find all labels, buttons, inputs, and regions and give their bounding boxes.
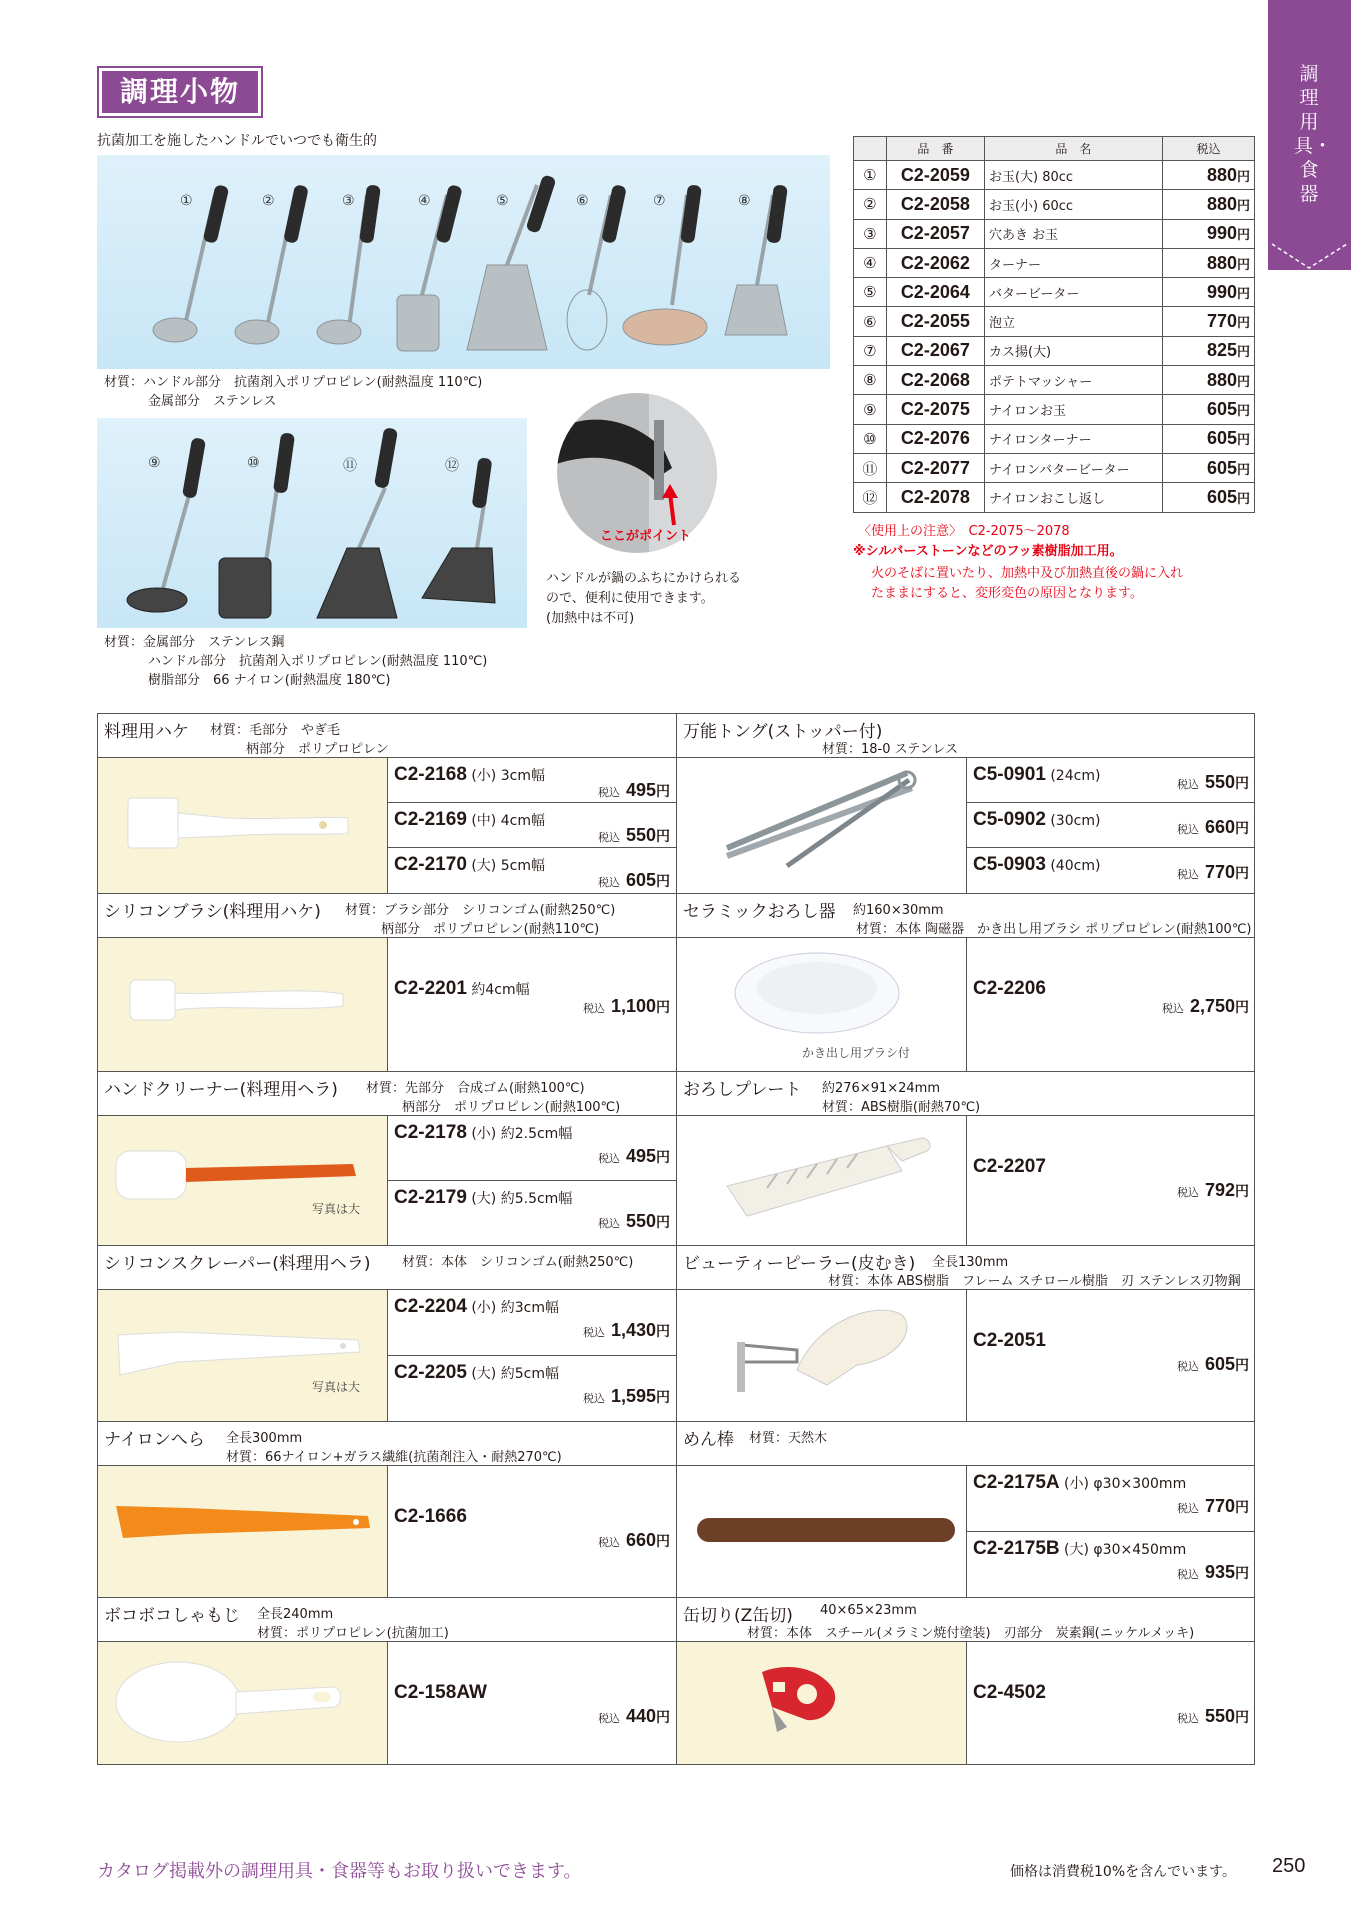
product-size: 全長130mm bbox=[932, 1255, 1009, 1270]
product-code: C2-2179 (大) 約5.5cm幅 bbox=[394, 1187, 573, 1208]
row-name: バタービーター bbox=[984, 278, 1162, 307]
option-row bbox=[967, 848, 1255, 893]
product-name: ビューティーピーラー(皮むき) bbox=[683, 1254, 916, 1274]
product-code: C2-1666 bbox=[394, 1506, 467, 1527]
product-header bbox=[98, 1598, 676, 1642]
product-header bbox=[98, 894, 676, 938]
row-code: C2-2064 bbox=[886, 278, 984, 307]
product-photo bbox=[677, 1290, 967, 1421]
caution-line4: たままにすると、変形変色の原因となります。 bbox=[871, 586, 1143, 601]
price-table-row bbox=[854, 190, 1255, 219]
product-photo bbox=[677, 1642, 967, 1764]
page-subtitle: 抗菌加工を施したハンドルでいつでも衛生的 bbox=[97, 133, 377, 149]
product-photo bbox=[98, 938, 388, 1071]
product-photo bbox=[98, 1466, 388, 1597]
row-price: 605円 bbox=[1162, 424, 1254, 453]
option-row bbox=[967, 1642, 1255, 1763]
row-price: 605円 bbox=[1162, 453, 1254, 482]
product-nylon-spatula bbox=[98, 1422, 677, 1598]
product-price: 税込 605円 bbox=[1176, 1354, 1249, 1374]
row-code: C2-2058 bbox=[886, 190, 984, 219]
material-note-2-line1: 材質：金属部分 ステンレス鋼 bbox=[104, 635, 285, 650]
row-number: ⑪ bbox=[854, 453, 887, 482]
product-name: 万能トング(ストッパー付) bbox=[683, 722, 883, 742]
item-number-11: ⑪ bbox=[343, 458, 357, 474]
utensils-illustration-2 bbox=[97, 418, 527, 628]
product-code: C2-2175A (小) φ30×300mm bbox=[973, 1472, 1187, 1493]
product-name: セラミックおろし器 bbox=[683, 902, 836, 922]
product-code: C2-158AW bbox=[394, 1682, 487, 1703]
row-code: C2-2075 bbox=[886, 395, 984, 424]
product-price: 税込 1,100円 bbox=[582, 996, 670, 1016]
product-material-2: 柄部分 ポリプロピレン(耐熱110℃) bbox=[381, 922, 600, 937]
row-code: C2-2055 bbox=[886, 307, 984, 336]
product-photo bbox=[677, 1116, 967, 1245]
product-price: 税込 495円 bbox=[597, 780, 670, 800]
item-number-6: ⑥ bbox=[576, 193, 589, 209]
row-price: 605円 bbox=[1162, 483, 1254, 512]
option-row bbox=[388, 938, 676, 1071]
row-code: C2-2068 bbox=[886, 366, 984, 395]
product-name: シリコンスクレーパー(料理用ヘラ) bbox=[104, 1254, 371, 1274]
product-photo bbox=[677, 938, 967, 1071]
product-header bbox=[677, 1246, 1255, 1290]
product-code: C5-0902 (30cm) bbox=[973, 809, 1101, 830]
product-size: 約276×91×24mm bbox=[822, 1081, 941, 1096]
product-material-1: 材質：18-0 ステンレス bbox=[822, 742, 959, 757]
product-size: 40×65×23mm bbox=[820, 1603, 917, 1618]
option-row bbox=[967, 938, 1255, 1071]
price-table-row bbox=[854, 336, 1255, 365]
row-price: 990円 bbox=[1162, 278, 1254, 307]
product-photo bbox=[677, 1466, 967, 1597]
option-row bbox=[967, 1290, 1255, 1421]
header-name: 品 名 bbox=[984, 137, 1162, 161]
material-note-1-line1: 材質：ハンドル部分 抗菌剤入ポリプロピレン(耐熱温度 110℃) bbox=[104, 375, 483, 390]
product-code: C2-2168 (小) 3cm幅 bbox=[394, 764, 545, 785]
product-name: ハンドクリーナー(料理用ヘラ) bbox=[104, 1080, 338, 1100]
item-number-4: ④ bbox=[418, 193, 431, 209]
row-number: ⑥ bbox=[854, 307, 887, 336]
row-name: 穴あき お玉 bbox=[984, 219, 1162, 248]
product-tong bbox=[677, 714, 1255, 894]
price-table-row bbox=[854, 453, 1255, 482]
row-code: C2-2067 bbox=[886, 336, 984, 365]
product-grater-plate bbox=[677, 1072, 1255, 1246]
item-number-5: ⑤ bbox=[496, 193, 509, 209]
product-code: C2-2175B (大) φ30×450mm bbox=[973, 1538, 1187, 1559]
product-ceramic-grater bbox=[677, 894, 1255, 1072]
product-price: 税込 770円 bbox=[1176, 1496, 1249, 1516]
option-row bbox=[388, 1290, 676, 1356]
scraper-illustration bbox=[98, 1290, 388, 1421]
row-name: ナイロンターナー bbox=[984, 424, 1162, 453]
row-number: ③ bbox=[854, 219, 887, 248]
product-name: おろしプレート bbox=[683, 1080, 802, 1100]
header-blank bbox=[854, 137, 887, 161]
product-size: 全長300mm bbox=[226, 1431, 303, 1446]
item-number-9: ⑨ bbox=[148, 455, 161, 471]
row-code: C2-2076 bbox=[886, 424, 984, 453]
product-hake bbox=[98, 714, 677, 894]
product-header bbox=[677, 1422, 1255, 1466]
row-number: ⑨ bbox=[854, 395, 887, 424]
caution-title: 〈使用上の注意〉 C2-2075～2078 bbox=[858, 524, 1070, 539]
rice-paddle-illustration bbox=[98, 1642, 388, 1763]
product-code: C2-2207 bbox=[973, 1156, 1046, 1177]
product-note: かき出し用ブラシ付 bbox=[802, 1046, 911, 1060]
row-price: 880円 bbox=[1162, 366, 1254, 395]
product-hand-cleaner bbox=[98, 1072, 677, 1246]
product-material-1: 材質：66ナイロン+ガラス繊維(抗菌剤注入・耐熱270℃) bbox=[226, 1450, 562, 1465]
product-price: 税込 792円 bbox=[1176, 1180, 1249, 1200]
product-material-1: 材質：毛部分 やぎ毛 bbox=[210, 723, 341, 738]
price-table-row bbox=[854, 366, 1255, 395]
item-number-7: ⑦ bbox=[653, 193, 666, 209]
product-rice-paddle bbox=[98, 1598, 677, 1764]
grater-plate-illustration bbox=[677, 1116, 967, 1245]
product-price: 税込 550円 bbox=[597, 825, 670, 845]
utensils-illustration-1 bbox=[97, 155, 830, 369]
row-price: 880円 bbox=[1162, 161, 1254, 190]
product-code: C2-2051 bbox=[973, 1330, 1046, 1351]
option-row bbox=[388, 1642, 676, 1763]
option-row bbox=[388, 1356, 676, 1421]
row-price: 770円 bbox=[1162, 307, 1254, 336]
product-name: シリコンブラシ(料理用ハケ) bbox=[104, 902, 321, 922]
product-name: ナイロンへら bbox=[104, 1430, 205, 1450]
product-name: 料理用ハケ bbox=[104, 722, 189, 742]
row-number: ⑧ bbox=[854, 366, 887, 395]
product-photo bbox=[98, 1116, 388, 1245]
utensils-photo-1 bbox=[97, 155, 830, 369]
silicone-brush-illustration bbox=[98, 938, 388, 1071]
option-row bbox=[388, 758, 676, 803]
footer-note: カタログ掲載外の調理用具・食器等もお取り扱いできます。 bbox=[97, 1861, 582, 1882]
material-note-1-line2: 金属部分 ステンレス bbox=[148, 394, 277, 409]
price-table-row bbox=[854, 278, 1255, 307]
header-price: 税込 bbox=[1162, 137, 1254, 161]
material-note-2-line3: 樹脂部分 66 ナイロン(耐熱温度 180℃) bbox=[148, 673, 391, 688]
row-price: 880円 bbox=[1162, 190, 1254, 219]
row-number: ① bbox=[854, 161, 887, 190]
row-code: C2-2078 bbox=[886, 483, 984, 512]
product-price: 税込 550円 bbox=[1176, 1706, 1249, 1726]
product-silicone-brush bbox=[98, 894, 677, 1072]
item-number-2: ② bbox=[262, 193, 275, 209]
point-desc-line1: ハンドルが鍋のふちにかけられる bbox=[546, 571, 742, 586]
row-name: カス揚(大) bbox=[984, 336, 1162, 365]
product-price: 税込 440円 bbox=[597, 1706, 670, 1726]
product-material-1: 材質：本体 スチール(メラミン焼付塗装) 刃部分 炭素鋼(ニッケルメッキ) bbox=[747, 1626, 1195, 1641]
product-can-opener bbox=[677, 1598, 1255, 1764]
product-price: 税込 550円 bbox=[597, 1211, 670, 1231]
product-code: C2-2178 (小) 約2.5cm幅 bbox=[394, 1122, 573, 1143]
option-row bbox=[388, 1116, 676, 1181]
page-title-text: 調理小物 bbox=[102, 71, 258, 113]
product-peeler bbox=[677, 1246, 1255, 1422]
row-price: 990円 bbox=[1162, 219, 1254, 248]
row-number: ④ bbox=[854, 248, 887, 277]
price-table-row bbox=[854, 395, 1255, 424]
product-name: めん棒 bbox=[683, 1430, 734, 1450]
row-name: ポテトマッシャー bbox=[984, 366, 1162, 395]
product-material-1: 材質：ABS樹脂(耐熱70℃) bbox=[822, 1100, 981, 1115]
row-name: ナイロンバタービーター bbox=[984, 453, 1162, 482]
price-table bbox=[853, 136, 1255, 513]
row-price: 880円 bbox=[1162, 248, 1254, 277]
row-name: ナイロンお玉 bbox=[984, 395, 1162, 424]
option-row bbox=[388, 848, 676, 893]
peeler-illustration bbox=[677, 1290, 967, 1421]
product-code: C2-2169 (中) 4cm幅 bbox=[394, 809, 545, 830]
row-name: ナイロンおこし返し bbox=[984, 483, 1162, 512]
product-code: C5-0903 (40cm) bbox=[973, 854, 1101, 875]
row-number: ⑦ bbox=[854, 336, 887, 365]
item-number-8: ⑧ bbox=[738, 193, 751, 209]
side-tab-label: 調理用具・食器 bbox=[1294, 63, 1333, 205]
caution-line3: 火のそばに置いたり、加熱中及び加熱直後の鍋に入れ bbox=[871, 566, 1184, 581]
product-size: 約160×30mm bbox=[853, 903, 944, 918]
product-material-1: 材質：天然木 bbox=[749, 1431, 828, 1446]
tax-note: 価格は消費税10%を含んでいます。 bbox=[1010, 1864, 1236, 1880]
product-material-2: 柄部分 ポリプロピレン bbox=[246, 742, 389, 757]
page-number: 250 bbox=[1272, 1855, 1306, 1877]
product-price: 税込 550円 bbox=[1176, 772, 1249, 792]
product-material-1: 材質：本体 シリコンゴム(耐熱250℃) bbox=[402, 1255, 634, 1270]
row-number: ⑫ bbox=[854, 483, 887, 512]
product-code: C2-2204 (小) 約3cm幅 bbox=[394, 1296, 559, 1317]
item-number-10: ⑩ bbox=[247, 455, 260, 471]
product-price: 税込 660円 bbox=[1176, 817, 1249, 837]
product-header bbox=[677, 894, 1255, 938]
option-row bbox=[388, 1181, 676, 1245]
option-row bbox=[967, 1116, 1255, 1245]
spatula-illustration bbox=[98, 1116, 388, 1245]
row-price: 825円 bbox=[1162, 336, 1254, 365]
product-price: 税込 1,430円 bbox=[582, 1320, 670, 1340]
option-row bbox=[967, 803, 1255, 848]
product-rolling-pin bbox=[677, 1422, 1255, 1598]
product-price: 税込 935円 bbox=[1176, 1562, 1249, 1582]
product-code: C2-2206 bbox=[973, 978, 1046, 999]
product-header bbox=[677, 1072, 1255, 1116]
header-code: 品 番 bbox=[886, 137, 984, 161]
row-name: ターナー bbox=[984, 248, 1162, 277]
product-price: 税込 2,750円 bbox=[1161, 996, 1249, 1016]
option-row bbox=[388, 1466, 676, 1597]
point-desc-line3: (加熱中は不可) bbox=[546, 611, 635, 626]
caution-line2: ※シルバーストーンなどのフッ素樹脂加工用。 bbox=[853, 544, 1123, 559]
price-table-row bbox=[854, 219, 1255, 248]
product-header bbox=[98, 1072, 676, 1116]
row-price: 605円 bbox=[1162, 395, 1254, 424]
row-number: ⑤ bbox=[854, 278, 887, 307]
product-code: C2-4502 bbox=[973, 1682, 1046, 1703]
product-price: 税込 770円 bbox=[1176, 862, 1249, 882]
product-material-1: 材質：本体 ABS樹脂 フレーム スチロール樹脂 刃 ステンレス刃物鋼 bbox=[828, 1274, 1241, 1289]
product-header bbox=[98, 1246, 676, 1290]
product-grid bbox=[97, 713, 1255, 1765]
row-name: 泡立 bbox=[984, 307, 1162, 336]
row-code: C2-2059 bbox=[886, 161, 984, 190]
product-header bbox=[98, 1422, 676, 1466]
nylon-spatula-illustration bbox=[98, 1466, 388, 1597]
product-photo bbox=[677, 758, 967, 893]
product-price: 税込 660円 bbox=[597, 1530, 670, 1550]
product-code: C5-0901 (24cm) bbox=[973, 764, 1101, 785]
product-note: 写真は大 bbox=[312, 1202, 361, 1216]
price-table-row bbox=[854, 483, 1255, 512]
row-number: ② bbox=[854, 190, 887, 219]
product-price: 税込 495円 bbox=[597, 1146, 670, 1166]
row-code: C2-2077 bbox=[886, 453, 984, 482]
product-photo bbox=[98, 1290, 388, 1421]
price-table-row bbox=[854, 248, 1255, 277]
product-code: C2-2201 約4cm幅 bbox=[394, 978, 530, 999]
product-material-2: 柄部分 ポリプロピレン(耐熱100℃) bbox=[402, 1100, 621, 1115]
product-price: 税込 605円 bbox=[597, 870, 670, 890]
product-header bbox=[98, 714, 676, 758]
product-material-1: 材質：先部分 合成ゴム(耐熱100℃) bbox=[366, 1081, 585, 1096]
price-table-row bbox=[854, 424, 1255, 453]
point-label: ここがポイント bbox=[600, 529, 692, 544]
brush-illustration bbox=[98, 758, 388, 893]
product-name: ボコボコしゃもじ bbox=[104, 1606, 240, 1626]
row-number: ⑩ bbox=[854, 424, 887, 453]
price-table-row bbox=[854, 307, 1255, 336]
item-number-3: ③ bbox=[342, 193, 355, 209]
product-name: 缶切り(Z缶切) bbox=[683, 1606, 793, 1626]
side-tab-chevron bbox=[1268, 230, 1351, 272]
row-code: C2-2062 bbox=[886, 248, 984, 277]
product-header bbox=[677, 1598, 1255, 1642]
product-header bbox=[677, 714, 1255, 758]
item-number-12: ⑫ bbox=[445, 458, 459, 474]
page-title bbox=[97, 66, 263, 118]
product-size: 全長240mm bbox=[257, 1607, 334, 1622]
product-silicone-scraper bbox=[98, 1246, 677, 1422]
tong-illustration bbox=[677, 758, 967, 893]
row-name: お玉(大) 80cc bbox=[984, 161, 1162, 190]
row-name: お玉(小) 60cc bbox=[984, 190, 1162, 219]
row-code: C2-2057 bbox=[886, 219, 984, 248]
product-code: C2-2170 (大) 5cm幅 bbox=[394, 854, 545, 875]
rolling-pin-illustration bbox=[677, 1466, 967, 1597]
price-table-row bbox=[854, 161, 1255, 190]
product-code: C2-2205 (大) 約5cm幅 bbox=[394, 1362, 559, 1383]
option-row bbox=[967, 758, 1255, 803]
option-row bbox=[967, 1532, 1255, 1597]
can-opener-illustration bbox=[677, 1642, 967, 1763]
product-note: 写真は大 bbox=[312, 1380, 361, 1394]
product-photo bbox=[98, 758, 388, 893]
utensils-photo-2 bbox=[97, 418, 527, 628]
product-material-1: 材質：ポリプロピレン(抗菌加工) bbox=[257, 1626, 449, 1641]
option-row bbox=[967, 1466, 1255, 1532]
product-material-1: 材質：ブラシ部分 シリコンゴム(耐熱250℃) bbox=[345, 903, 616, 918]
product-photo bbox=[98, 1642, 388, 1764]
item-number-1: ① bbox=[180, 193, 193, 209]
product-material-1: 材質：本体 陶磁器 かき出し用ブラシ ポリプロピレン(耐熱100℃) bbox=[856, 922, 1252, 937]
material-note-2-line2: ハンドル部分 抗菌剤入ポリプロピレン(耐熱温度 110℃) bbox=[148, 654, 488, 669]
product-price: 税込 1,595円 bbox=[582, 1386, 670, 1406]
option-row bbox=[388, 803, 676, 848]
price-table-header bbox=[854, 137, 1255, 161]
point-desc-line2: ので、便利に使用できます。 bbox=[546, 591, 714, 606]
